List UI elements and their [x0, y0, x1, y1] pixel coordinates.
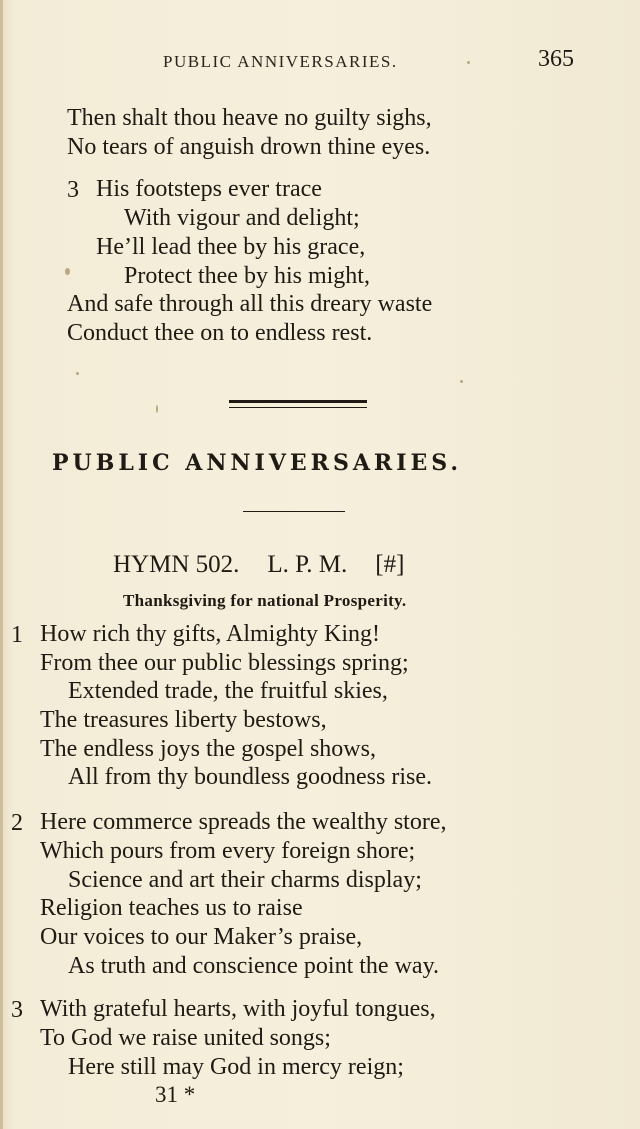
verse-line: Then shalt thou heave no guilty sighs, [67, 105, 432, 131]
page-number: 365 [538, 46, 574, 72]
verse-line: With grateful hearts, with joyful tongues, [40, 996, 436, 1022]
signature-mark: 31 * [155, 1082, 196, 1107]
stanza-number: 1 [11, 622, 23, 648]
section-divider-rule [229, 400, 367, 408]
paper-speck [156, 405, 158, 413]
stanza-number: 2 [11, 810, 23, 836]
verse-line: Our voices to our Maker’s praise, [40, 924, 363, 950]
stanza-number: 3 [11, 997, 23, 1023]
page-edge [0, 0, 3, 1129]
verse-line: Religion teaches us to raise [40, 895, 303, 921]
hymn-number: HYMN 502. [113, 551, 240, 578]
verse-line: Conduct thee on to endless rest. [67, 320, 373, 346]
verse-line: The endless joys the gospel shows, [40, 736, 376, 762]
hymn-subtitle: Thanksgiving for national Prosperity. [123, 591, 407, 610]
verse-line: Which pours from every foreign shore; [40, 838, 416, 864]
verse-line: And safe through all this dreary waste [67, 291, 433, 317]
verse-line: He’ll lead thee by his grace, [96, 234, 366, 260]
verse-line: Here still may God in mercy reign; [68, 1054, 404, 1080]
verse-line: With vigour and delight; [124, 205, 360, 231]
paper-speck [76, 372, 79, 375]
verse-line: All from thy boundless goodness rise. [68, 764, 432, 790]
hymn-heading [113, 551, 404, 579]
paper-speck [65, 268, 70, 275]
hymn-meter: L. P. M. [267, 551, 348, 578]
verse-line: Science and art their charms display; [68, 867, 422, 893]
verse-line: No tears of anguish drown thine eyes. [67, 134, 431, 160]
verse-line: As truth and conscience point the way. [68, 953, 440, 979]
running-head: PUBLIC ANNIVERSARIES. [163, 52, 398, 71]
stanza-number: 3 [67, 177, 79, 203]
section-title: PUBLIC ANNIVERSARIES. [52, 450, 463, 476]
verse-line: Extended trade, the fruitful skies, [68, 678, 388, 704]
paper-speck [460, 380, 463, 383]
verse-line: Here commerce spreads the wealthy store, [40, 809, 447, 835]
verse-line: From thee our public blessings spring; [40, 650, 409, 676]
verse-line: To God we raise united songs; [40, 1025, 331, 1051]
paper-speck [467, 61, 470, 64]
hymn-mark: [#] [375, 551, 405, 578]
title-underline-rule [243, 511, 345, 512]
verse-line: Protect thee by his might, [124, 263, 370, 289]
verse-line: The treasures liberty bestows, [40, 707, 327, 733]
verse-line: How rich thy gifts, Almighty King! [40, 621, 380, 647]
verse-line: His footsteps ever trace [96, 176, 322, 202]
